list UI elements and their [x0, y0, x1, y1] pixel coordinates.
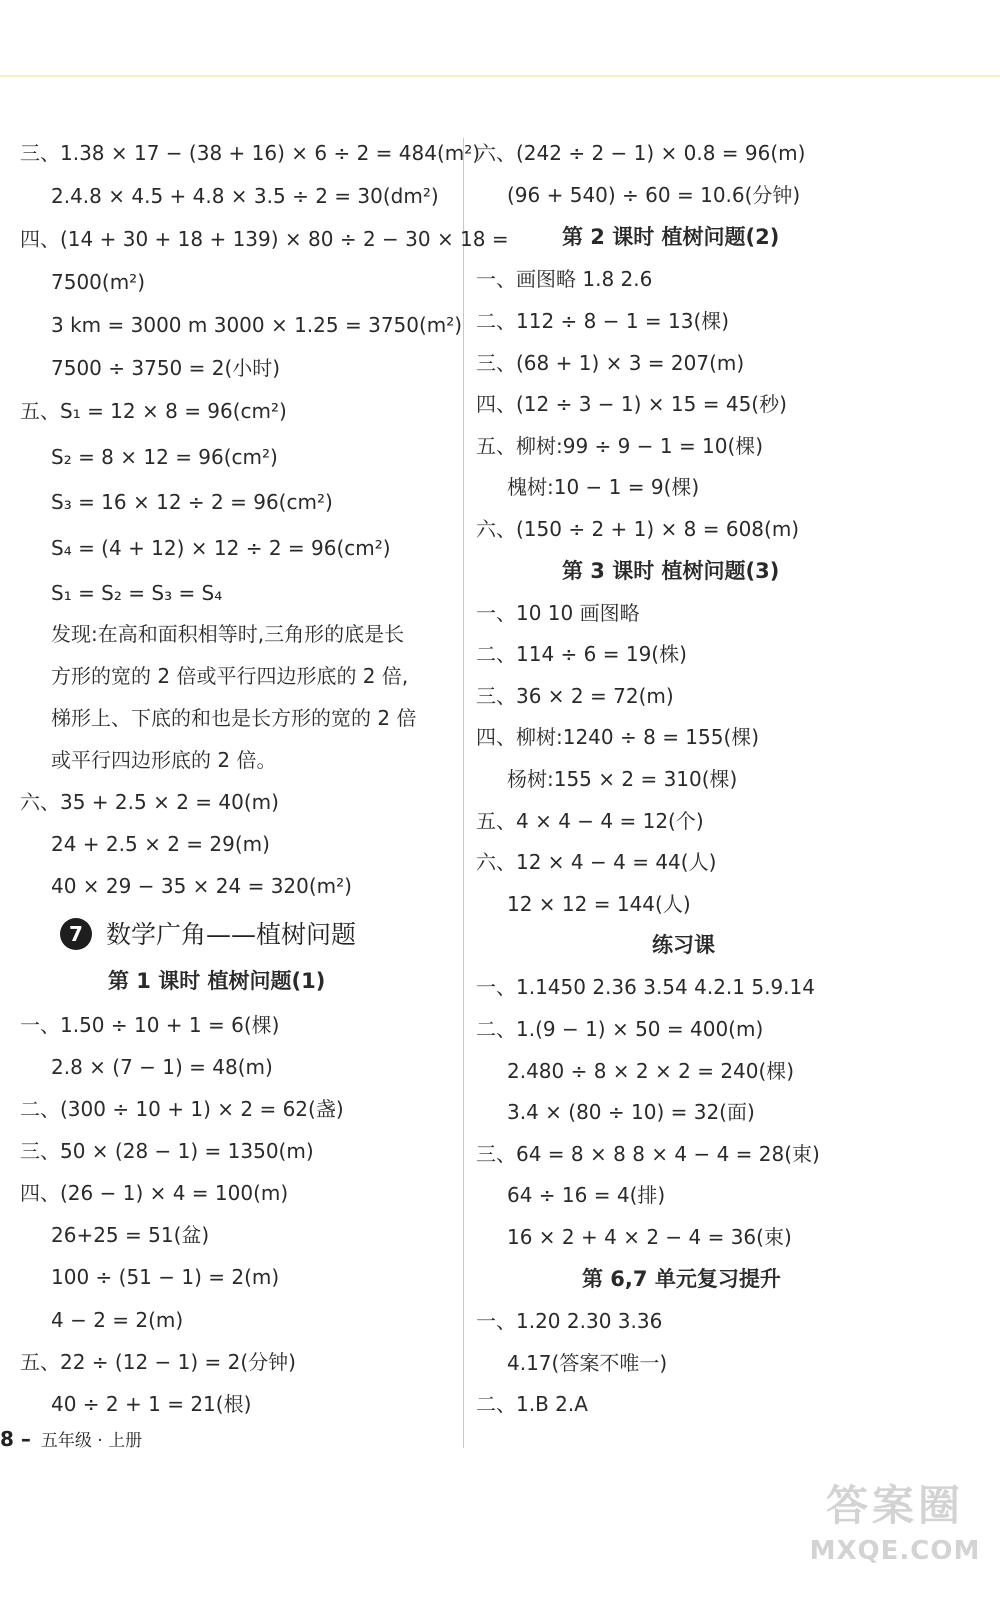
- column-divider: [463, 138, 464, 1448]
- answer-line: 3.4 × (80 ÷ 10) = 32(面): [507, 1100, 755, 1124]
- lesson-heading: 第 6,7 单元复习提升: [582, 1267, 781, 1291]
- answer-line: 四、(14 + 30 + 18 + 139) × 80 ÷ 2 − 30 × 18 =: [20, 227, 509, 251]
- lesson-heading: 第 3 课时 植树问题(3): [562, 559, 780, 583]
- watermark-text-cn: 答案圈: [825, 1481, 964, 1530]
- answer-line: 槐树:10 − 1 = 9(棵): [507, 475, 700, 499]
- answer-line: 24 + 2.5 × 2 = 29(m): [51, 832, 270, 856]
- answer-line: S₃ = 16 × 12 ÷ 2 = 96(cm²): [51, 490, 333, 514]
- answer-line: 一、画图略 1.8 2.6: [476, 267, 653, 291]
- chapter-number-badge: 7: [60, 918, 92, 950]
- lesson-heading: 练习课: [652, 933, 715, 957]
- answer-line: 40 ÷ 2 + 1 = 21(根): [51, 1392, 252, 1416]
- answer-line: 杨树:155 × 2 = 310(棵): [507, 767, 738, 791]
- answer-line: 或平行四边形底的 2 倍。: [51, 748, 277, 772]
- answer-line: 12 × 12 = 144(人): [507, 892, 691, 916]
- top-rule: [0, 75, 1000, 77]
- answer-line: 7500 ÷ 3750 = 2(小时): [51, 356, 281, 380]
- answer-line: 100 ÷ (51 − 1) = 2(m): [51, 1265, 280, 1289]
- answer-line: 梯形上、下底的和也是长方形的宽的 2 倍: [51, 706, 417, 730]
- answer-line: 四、(12 ÷ 3 − 1) × 15 = 45(秒): [476, 392, 787, 416]
- chapter-title: [60, 917, 356, 953]
- grade-label: 五年级 · 上册: [40, 1431, 143, 1451]
- answer-line: 26+25 = 51(盆): [51, 1223, 210, 1247]
- answer-line: 五、22 ÷ (12 − 1) = 2(分钟): [20, 1350, 296, 1374]
- answer-line: 三、64 = 8 × 8 8 × 4 − 4 = 28(束): [476, 1142, 820, 1166]
- answer-line: 三、50 × (28 − 1) = 1350(m): [20, 1139, 314, 1163]
- answer-line: 7500(m²): [51, 270, 146, 294]
- answer-line: 六、35 + 2.5 × 2 = 40(m): [20, 790, 279, 814]
- answer-line: 一、1.20 2.30 3.36: [476, 1309, 663, 1333]
- page-number: 8 –: [0, 1427, 31, 1451]
- answer-line: 一、10 10 画图略: [476, 601, 640, 625]
- answer-line: 方形的宽的 2 倍或平行四边形底的 2 倍,: [51, 664, 409, 688]
- answer-line: S₂ = 8 × 12 = 96(cm²): [51, 445, 278, 469]
- answer-line: 发现:在高和面积相等时,三角形的底是长: [51, 622, 405, 646]
- answer-line: 64 ÷ 16 = 4(排): [507, 1183, 666, 1207]
- answer-line: 五、4 × 4 − 4 = 12(个): [476, 809, 704, 833]
- answer-line: 六、(242 ÷ 2 − 1) × 0.8 = 96(m): [476, 141, 806, 165]
- answer-line: 2.480 ÷ 8 × 2 × 2 = 240(棵): [507, 1059, 795, 1083]
- answer-line: 一、1.50 ÷ 10 + 1 = 6(棵): [20, 1013, 280, 1037]
- answer-line: 四、(26 − 1) × 4 = 100(m): [20, 1181, 289, 1205]
- lesson-heading: 第 1 课时 植树问题(1): [108, 969, 326, 993]
- answer-line: 二、114 ÷ 6 = 19(株): [476, 642, 687, 666]
- answer-line: 4 − 2 = 2(m): [51, 1308, 184, 1332]
- watermark-logo: [800, 1478, 990, 1588]
- answer-line: 2.8 × (7 − 1) = 48(m): [51, 1055, 273, 1079]
- answer-line: S₄ = (4 + 12) × 12 ÷ 2 = 96(cm²): [51, 536, 391, 560]
- answer-line: 40 × 29 − 35 × 24 = 320(m²): [51, 874, 352, 898]
- answer-line: 三、(68 + 1) × 3 = 207(m): [476, 351, 745, 375]
- answer-line: 二、1.(9 − 1) × 50 = 400(m): [476, 1017, 764, 1041]
- answer-line: 五、柳树:99 ÷ 9 − 1 = 10(棵): [476, 434, 764, 458]
- answer-line: 五、S₁ = 12 × 8 = 96(cm²): [20, 399, 287, 423]
- answer-line: 二、1.B 2.A: [476, 1392, 588, 1416]
- answer-line: 一、1.1450 2.36 3.54 4.2.1 5.9.14: [476, 975, 815, 999]
- answer-line: 4.17(答案不唯一): [507, 1351, 668, 1375]
- lesson-heading: 第 2 课时 植树问题(2): [562, 225, 780, 249]
- answer-line: 16 × 2 + 4 × 2 − 4 = 36(束): [507, 1225, 792, 1249]
- watermark-text-en: MXQE.COM: [809, 1536, 981, 1566]
- answer-line: 六、12 × 4 − 4 = 44(人): [476, 850, 717, 874]
- answer-line: 三、1.38 × 17 − (38 + 16) × 6 ÷ 2 = 484(m²): [20, 141, 481, 165]
- answer-line: 3 km = 3000 m 3000 × 1.25 = 3750(m²): [51, 313, 463, 337]
- answer-line: 二、112 ÷ 8 − 1 = 13(棵): [476, 309, 730, 333]
- answer-line: S₁ = S₂ = S₃ = S₄: [51, 581, 223, 605]
- answer-line: 三、36 × 2 = 72(m): [476, 684, 674, 708]
- answer-line: 六、(150 ÷ 2 + 1) × 8 = 608(m): [476, 517, 800, 541]
- answer-line: 二、(300 ÷ 10 + 1) × 2 = 62(盏): [20, 1097, 344, 1121]
- answer-line: (96 + 540) ÷ 60 = 10.6(分钟): [507, 183, 801, 207]
- answer-line: 四、柳树:1240 ÷ 8 = 155(棵): [476, 725, 760, 749]
- chapter-title-text: 数学广角——植树问题: [106, 920, 357, 949]
- answer-line: 2.4.8 × 4.5 + 4.8 × 3.5 ÷ 2 = 30(dm²): [51, 184, 439, 208]
- page-footer: [0, 1426, 142, 1454]
